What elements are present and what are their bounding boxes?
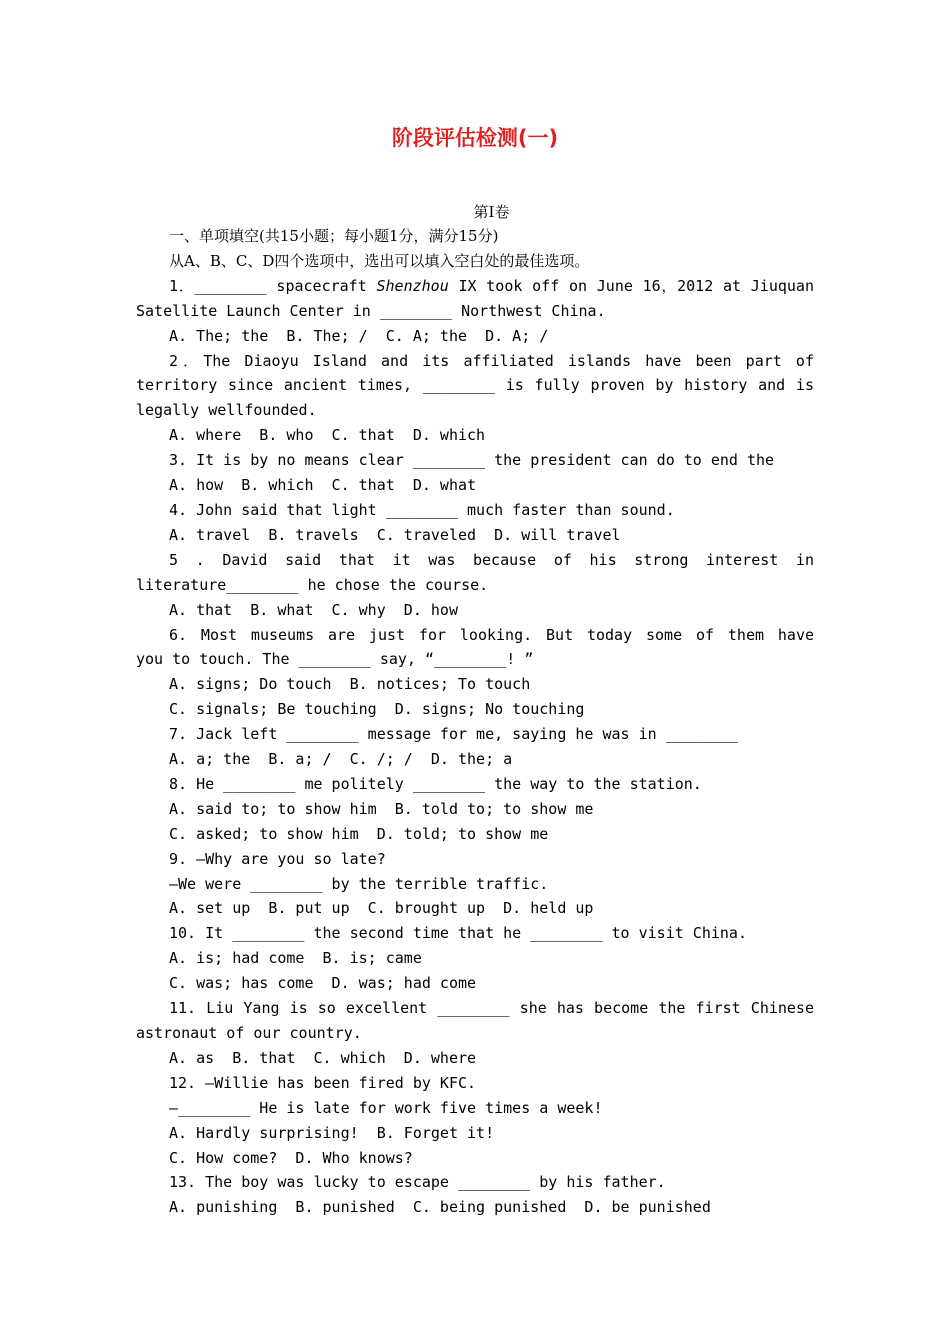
text-line: 11. Liu Yang is so excellent ________ she has become the first Chinese (169, 999, 814, 1018)
text-line: 13. The boy was lucky to escape ________ by his father. (169, 1173, 666, 1192)
text-line: 3. It is by no means clear ________ the president can do to end the (169, 451, 775, 470)
text-line: A. is; had come B. is; came (169, 949, 422, 968)
text-line: A. signs; Do touch B. notices; To touch (169, 675, 531, 694)
text-line: 一、单项填空(共15小题；每小题1分，满分15分) (169, 227, 499, 245)
text-line: astronaut of our country. (136, 1024, 362, 1042)
text-line: 10. It ________ the second time that he ________ to visit China. (169, 924, 747, 943)
question-list (136, 224, 814, 1220)
text-line: A. punishing B. punished C. being punished D. be punished (169, 1198, 711, 1217)
text-line: C. asked; to show him D. told; to show me (169, 824, 549, 843)
text-line: A. where B. who C. that D. which (169, 426, 486, 445)
text-line: 4. John said that light ________ much faster than sound. (169, 500, 675, 519)
text-line: 2．The Diaoyu Island and its affiliated islands have been part of (169, 351, 814, 370)
text-line: 从A、B、C、D四个选项中，选出可以填入空白处的最佳选项。 (169, 251, 590, 270)
text-line: A. Hardly surprising! B. Forget it! (169, 1123, 495, 1142)
text-line: A. set up B. put up C. brought up D. held up (169, 899, 594, 918)
text-line: legally wellfounded. (136, 401, 317, 420)
text-line: 6. Most museums are just for looking. But today some of them have (169, 625, 814, 644)
text-line: 7. Jack left ________ message for me, saying he was in ________ (169, 725, 738, 744)
text-line: A. a; the B. a; / C. /; / D. the; a (169, 750, 513, 769)
page-title: 阶段评估检测(一) (391, 126, 559, 150)
text-line: C. signals; Be touching D. signs; No touching (169, 700, 585, 719)
text-line: C. was; has come D. was; had come (169, 974, 477, 993)
text-line: A. that B. what C. why D. how (169, 600, 458, 619)
section-heading: 第Ⅰ卷 (473, 203, 510, 221)
text-line: Satellite Launch Center in ________ Northwest China. (136, 301, 606, 320)
text-line: A. how B. which C. that D. what (169, 476, 477, 495)
text-line: —________ He is late for work five times a week! (169, 1098, 603, 1117)
text-line: A. said to; to show him B. told to; to show me (169, 799, 594, 818)
text-line: A. as B. that C. which D. where (169, 1048, 477, 1067)
text-line: literature________ he chose the course. (136, 575, 489, 594)
text-line: 9. —Why are you so late? (169, 849, 386, 868)
text-line: 5 . David said that it was because of his strong interest in (169, 550, 814, 569)
text-line: you to touch. The ________ say, “________! ” (136, 650, 534, 669)
text-line: 1．________ spacecraft Shenzhou IX took off on June 16，2012 at Jiuquan (169, 276, 814, 295)
text-line: A. travel B. travels C. traveled D. will travel (169, 525, 621, 544)
text-line: A. The; the B. The; / C. A; the D. A; / (169, 326, 549, 345)
text-line: 12. —Willie has been fired by KFC. (169, 1073, 477, 1092)
text-line: 8. He ________ me politely ________ the way to the station. (169, 774, 702, 793)
text-line: territory since ancient times, ________ is fully proven by history and is (136, 376, 814, 395)
text-line: C. How come? D. Who knows? (169, 1148, 413, 1167)
text-line: —We were ________ by the terrible traffic. (169, 874, 549, 893)
